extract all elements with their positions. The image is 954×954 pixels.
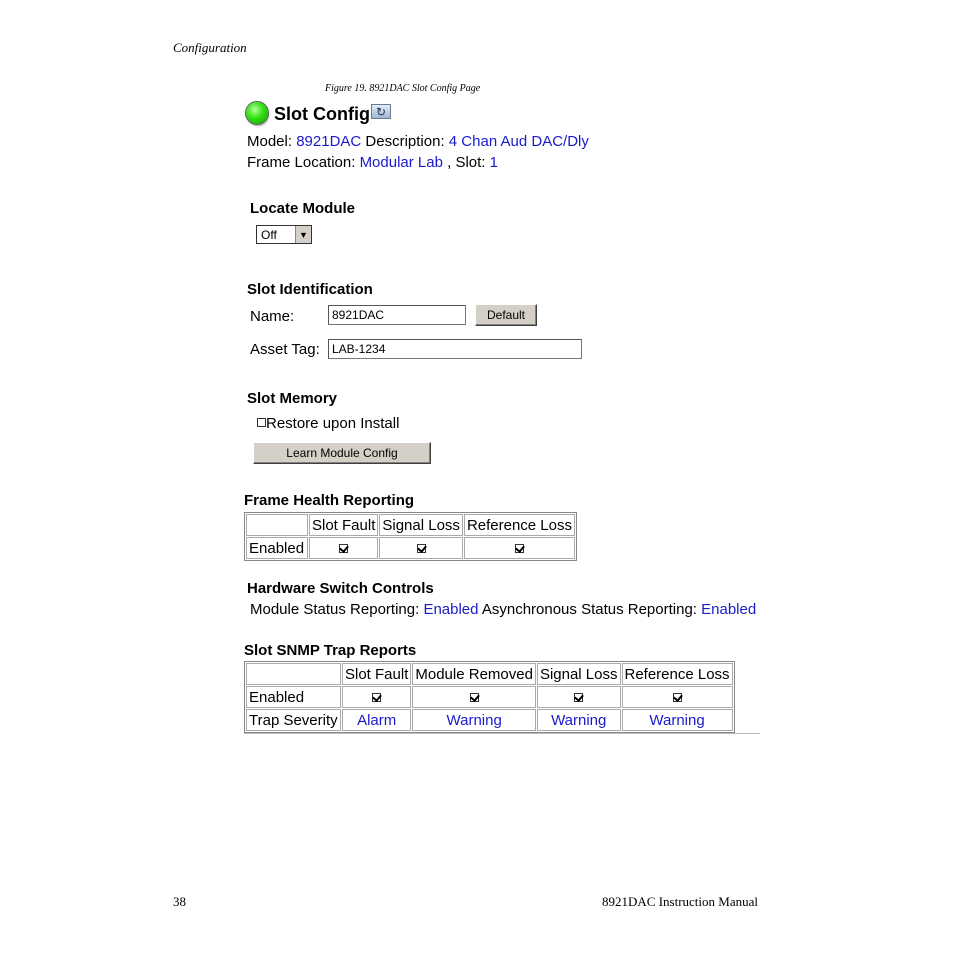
module-status-value: Enabled [423,601,479,618]
async-status-value: Enabled [701,601,757,618]
snmp-reference-loss-checkbox[interactable] [673,693,682,702]
description-label: Description: [365,133,445,150]
severity-reference-loss[interactable]: Warning [622,709,733,731]
signal-loss-checkbox[interactable] [417,544,426,553]
figure-caption: Figure 19. 8921DAC Slot Config Page [325,83,481,94]
status-led-icon [246,102,268,124]
locate-module-heading: Locate Module [250,200,356,217]
row-label: Trap Severity [246,709,341,731]
table-header-row [246,514,575,536]
asset-tag-input[interactable]: LAB-1234 [328,339,582,359]
row-label: Enabled [246,686,341,708]
table-row [246,686,733,708]
severity-module-removed[interactable]: Warning [412,709,536,731]
table-corner-cell [246,514,308,536]
page-number: 38 [173,894,186,909]
severity-slot-fault[interactable]: Alarm [342,709,411,731]
refresh-icon[interactable]: ↻ [371,104,391,119]
frame-health-table [244,512,577,561]
column-header: Slot Fault [342,663,411,685]
slot-fault-checkbox[interactable] [339,544,348,553]
model-label: Model: [247,133,293,150]
frame-location-label: Frame Location: [247,154,356,171]
snmp-module-removed-checkbox[interactable] [470,693,479,702]
location-row [247,154,498,171]
frame-health-heading: Frame Health Reporting [244,492,415,509]
column-header: Reference Loss [622,663,733,685]
reference-loss-checkbox[interactable] [515,544,524,553]
manual-title: 8921DAC Instruction Manual [602,894,758,909]
column-header: Signal Loss [537,663,621,685]
name-input[interactable]: 8921DAC [328,305,466,325]
running-head: Configuration [173,40,247,55]
column-header: Reference Loss [464,514,575,536]
table-row [246,709,733,731]
severity-signal-loss[interactable]: Warning [537,709,621,731]
hardware-switch-row [250,601,756,618]
column-header: Module Removed [412,663,536,685]
table-corner-cell [246,663,341,685]
slot-memory-heading: Slot Memory [247,390,338,407]
snmp-slot-fault-checkbox[interactable] [372,693,381,702]
locate-module-select[interactable] [256,225,312,244]
column-header: Slot Fault [309,514,378,536]
learn-module-config-button[interactable]: Learn Module Config [253,442,431,464]
dropdown-arrow-icon[interactable]: ▼ [295,226,311,243]
name-label: Name: [250,308,295,325]
snmp-signal-loss-checkbox[interactable] [574,693,583,702]
async-status-label: Asynchronous Status Reporting: [481,601,697,618]
snmp-table [244,661,735,733]
model-row [247,133,589,150]
slot-label: , Slot: [447,154,486,171]
divider [244,733,760,734]
model-value: 8921DAC [296,133,362,150]
table-header-row [246,663,733,685]
restore-row [257,415,399,432]
description-value: 4 Chan Aud DAC/Dly [448,133,589,150]
restore-checkbox[interactable] [257,418,266,427]
default-button[interactable]: Default [475,304,537,326]
frame-location-link[interactable]: Modular Lab [359,154,443,171]
asset-tag-label: Asset Tag: [250,341,320,358]
restore-label: Restore upon Install [266,415,400,432]
page-title: Slot Config [274,104,370,124]
locate-select-value: Off [261,228,277,242]
slot-value: 1 [489,154,498,171]
module-status-label: Module Status Reporting: [250,601,420,618]
slot-identification-heading: Slot Identification [247,281,373,298]
column-header: Signal Loss [379,514,463,536]
hardware-switch-heading: Hardware Switch Controls [247,580,434,597]
snmp-heading: Slot SNMP Trap Reports [244,642,417,659]
table-row [246,537,575,559]
row-label: Enabled [246,537,308,559]
